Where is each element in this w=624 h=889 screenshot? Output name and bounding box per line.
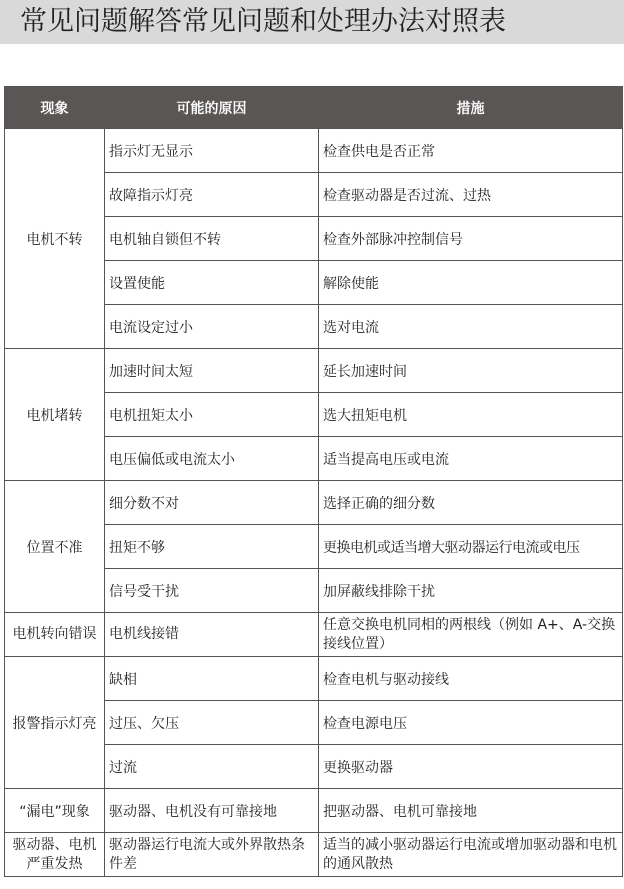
measure-cell: 适当提高电压或电流	[319, 437, 623, 481]
table-row	[5, 657, 623, 701]
cause-cell: 细分数不对	[105, 481, 319, 525]
cause-cell: 电机轴自锁但不转	[105, 217, 319, 261]
measure-cell: 选对电流	[319, 305, 623, 349]
cause-cell: 电机线接错	[105, 613, 319, 657]
phenomenon-cell: 电机堵转	[5, 349, 105, 481]
measure-cell: 检查电源电压	[319, 701, 623, 745]
header-measure: 措施	[319, 87, 623, 129]
measure-cell: 选大扭矩电机	[319, 393, 623, 437]
cause-cell: 电流设定过小	[105, 305, 319, 349]
measure-cell: 检查外部脉冲控制信号	[319, 217, 623, 261]
measure-cell: 检查供电是否正常	[319, 129, 623, 173]
page-title: 常见问题解答常见问题和处理办法对照表	[0, 0, 624, 44]
table-row	[5, 833, 623, 877]
cause-cell: 扭矩不够	[105, 525, 319, 569]
measure-cell: 加屏蔽线排除干扰	[319, 569, 623, 613]
cause-cell: 缺相	[105, 657, 319, 701]
troubleshooting-table	[4, 86, 623, 877]
measure-cell: 把驱动器、电机可靠接地	[319, 789, 623, 833]
table-row	[5, 349, 623, 393]
cause-cell: 故障指示灯亮	[105, 173, 319, 217]
phenomenon-cell: 报警指示灯亮	[5, 657, 105, 789]
cause-cell: 信号受干扰	[105, 569, 319, 613]
cause-cell: 过流	[105, 745, 319, 789]
cause-cell: 电机扭矩太小	[105, 393, 319, 437]
measure-cell: 任意交换电机同相的两根线（例如 A+、A-交换接线位置）	[319, 613, 623, 657]
measure-cell: 更换电机或适当增大驱动器运行电流或电压	[319, 525, 623, 569]
cause-cell: 指示灯无显示	[105, 129, 319, 173]
phenomenon-cell: 电机转向错误	[5, 613, 105, 657]
measure-cell: 解除使能	[319, 261, 623, 305]
table-row	[5, 481, 623, 525]
table-row	[5, 613, 623, 657]
measure-cell: 适当的减小驱动器运行电流或增加驱动器和电机的通风散热	[319, 833, 623, 877]
table-header-row	[5, 87, 623, 129]
phenomenon-cell: 位置不准	[5, 481, 105, 613]
cause-cell: 设置使能	[105, 261, 319, 305]
phenomenon-cell: 电机不转	[5, 129, 105, 349]
measure-cell: 检查驱动器是否过流、过热	[319, 173, 623, 217]
measure-cell: 选择正确的细分数	[319, 481, 623, 525]
cause-cell: 电压偏低或电流太小	[105, 437, 319, 481]
measure-cell: 检查电机与驱动接线	[319, 657, 623, 701]
cause-cell: 驱动器运行电流大或外界散热条件差	[105, 833, 319, 877]
measure-cell: 延长加速时间	[319, 349, 623, 393]
header-cause: 可能的原因	[105, 87, 319, 129]
cause-cell: 过压、欠压	[105, 701, 319, 745]
table-row	[5, 789, 623, 833]
cause-cell: 加速时间太短	[105, 349, 319, 393]
phenomenon-cell: “漏电”现象	[5, 789, 105, 833]
table-row	[5, 129, 623, 173]
measure-cell: 更换驱动器	[319, 745, 623, 789]
phenomenon-cell: 驱动器、电机严重发热	[5, 833, 105, 877]
header-phenomenon: 现象	[5, 87, 105, 129]
cause-cell: 驱动器、电机没有可靠接地	[105, 789, 319, 833]
